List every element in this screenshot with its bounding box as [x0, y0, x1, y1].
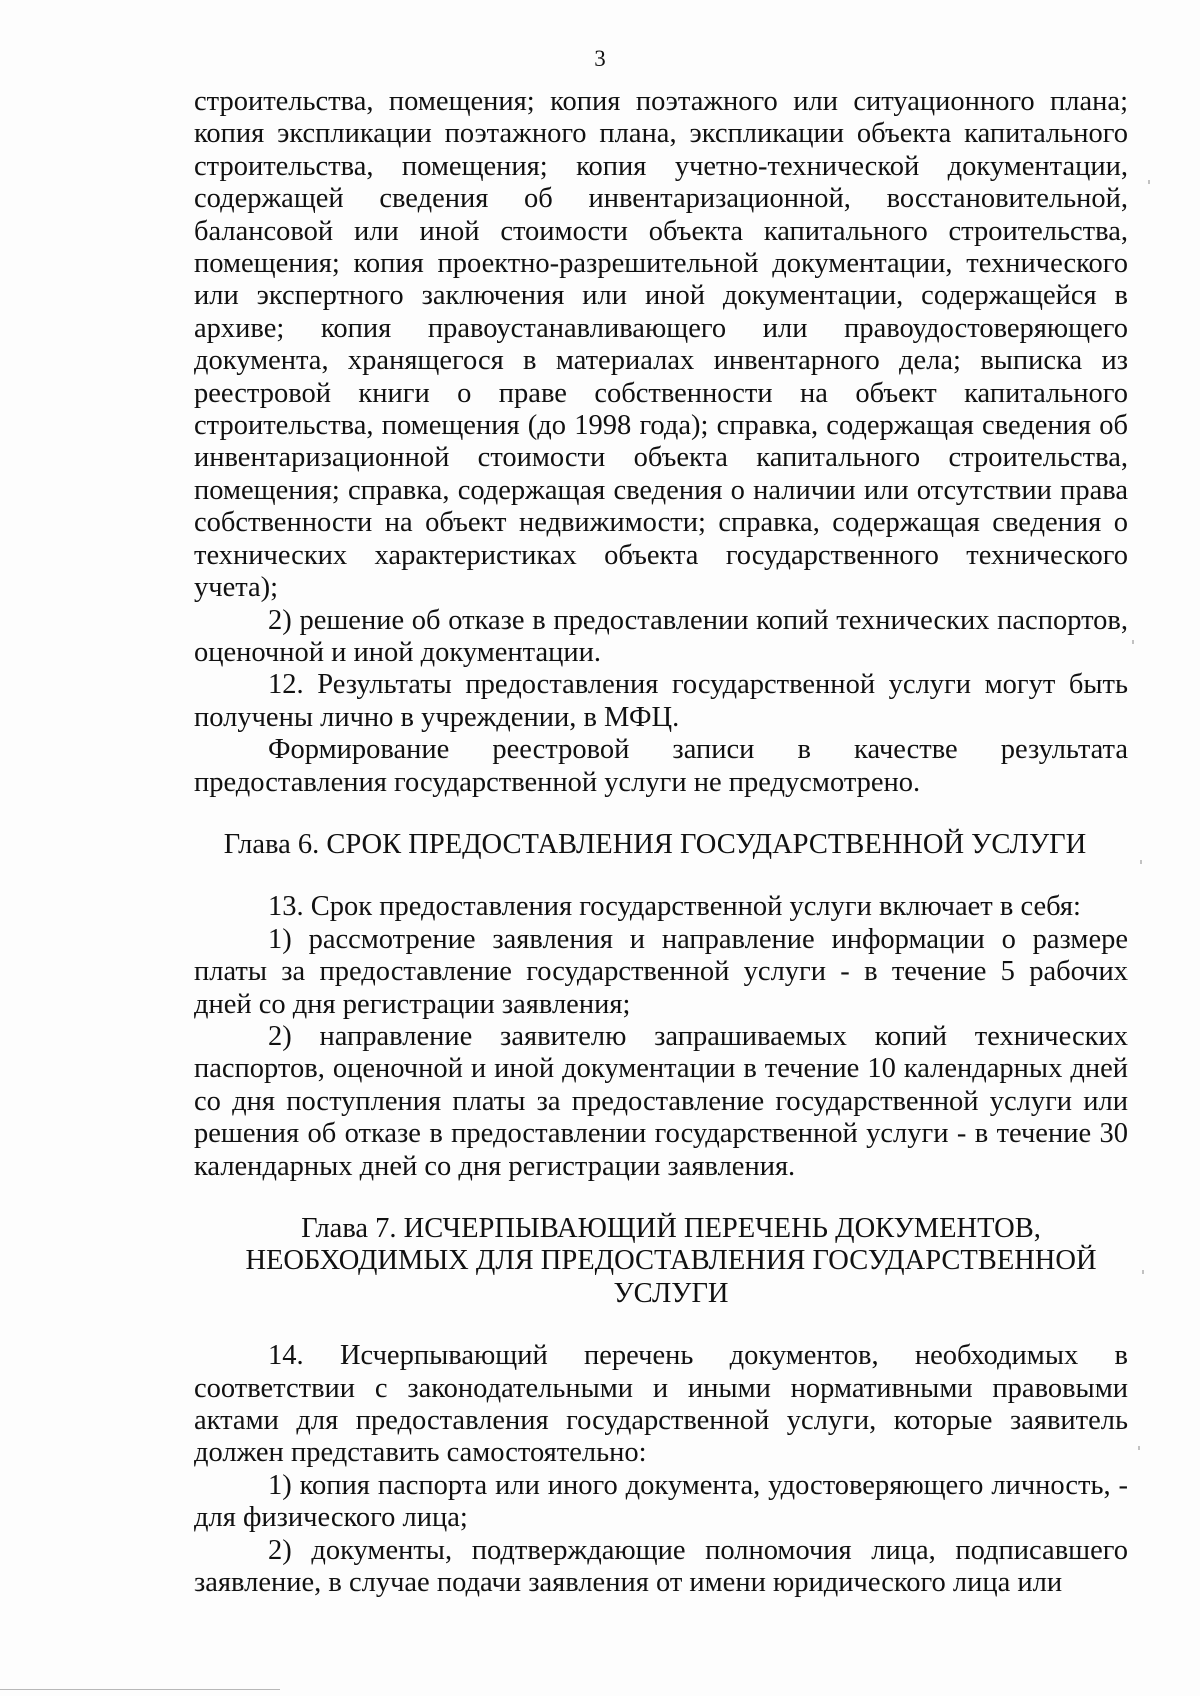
paragraph-item-14: 14. Исчерпывающий перечень документов, необходимых в соответствии с законодательными и иными нормативными правовыми актами для предоставления государственной услуги, которые заявитель должен представить самостоятельно: — [194, 1340, 1128, 1469]
paragraph-item-13: 13. Срок предоставления государственной услуги включает в себя: — [268, 891, 1081, 923]
paragraph-list-item: 2) решение об отказе в предоставлении копий технических паспортов, оценочной и иной документации. — [194, 604, 1128, 668]
scan-artifact-mark — [1142, 1270, 1144, 1274]
scan-artifact-mark — [1148, 180, 1150, 184]
paragraph-list-item: 2) направление заявителю запрашиваемых копий технических паспортов, оценочной и иной документации в течение 10 календарных дней со дня поступления платы за предоставление государственной услуги или решения об отказе в предоставлении государственной услуги - в течение 30 календарных дней со дня регистрации заявления. — [194, 1020, 1128, 1182]
paragraph-list-item: 1) рассмотрение заявления и направление информации о размере платы за предоставление государственной услуги - в течение 5 рабочих дней со дня регистрации заявления; — [194, 923, 1128, 1020]
paragraph-list-item: 1) копия паспорта или иного документа, удостоверяющего личность, - для физического лица; — [194, 1469, 1128, 1534]
paragraph-continuation: строительства, помещения; копия поэтажного или ситуационного плана; копия экспликации поэтажного плана, экспликации объекта капитального строительства, помещения; копия учетно-технической документации, содержащей сведения об инвентаризационной, восстановительной, балансовой или иной стоимости объекта капитального строительства, помещения; копия проектно-разрешительной документации, технического или экспертного заключения или иной документации, содержащейся в архиве; копия правоустанавливающего или правоудостоверяющего документа, хранящегося в материалах инвентарного дела; выписка из реестровой книги о праве собственности на объект капитального строительства, помещения (до 1998 года); справка, содержащая сведения об инвентаризационной стоимости объекта капитального строительства, помещения; справка, содержащая сведения о наличии или отсутствии права собственности на объект недвижимости; справка, содержащая сведения о технических характеристиках объекта государственного технического учета); — [194, 86, 1128, 604]
scan-artifact-mark — [1140, 860, 1142, 864]
scan-artifact-mark — [1132, 640, 1134, 644]
chapter-7-heading: Глава 7. ИСЧЕРПЫВАЮЩИЙ ПЕРЕЧЕНЬ ДОКУМЕНТОВ, НЕОБХОДИМЫХ ДЛЯ ПРЕДОСТАВЛЕНИЯ ГОСУДАРСТВЕННОЙ УСЛУГИ — [245, 1213, 1097, 1309]
paragraph-item-12: 12. Результаты предоставления государственной услуги могут быть получены лично в учреждении, в МФЦ. — [194, 669, 1128, 733]
document-body — [194, 86, 1128, 1599]
scan-artifact-line — [0, 1689, 280, 1690]
chapter-6-heading: Глава 6. СРОК ПРЕДОСТАВЛЕНИЯ ГОСУДАРСТВЕННОЙ УСЛУГИ — [223, 828, 1087, 860]
page-number: 3 — [594, 46, 606, 71]
paragraph-list-item: 2) документы, подтверждающие полномочия лица, подписавшего заявление, в случае подачи заявления от имени юридического лица или — [194, 1534, 1128, 1599]
scan-artifact-mark — [1138, 1446, 1140, 1450]
paragraph-registry-note: Формирование реестровой записи в качестве результата предоставления государственной услуги не предусмотрено. — [194, 734, 1128, 798]
